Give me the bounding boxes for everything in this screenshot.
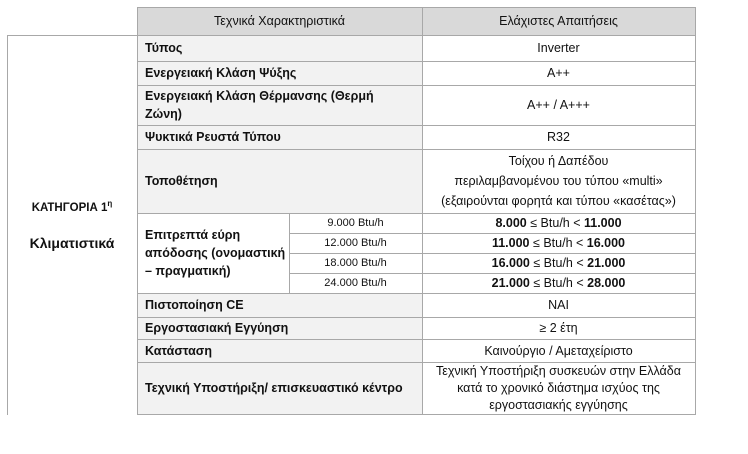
grid-line bbox=[7, 35, 696, 36]
header-requirements: Ελάχιστες Απαιτήσεις bbox=[422, 7, 695, 35]
support-line-2: κατά το χρονικό διάστημα ισχύος της bbox=[457, 380, 660, 395]
grid-line bbox=[7, 35, 8, 415]
grid-line bbox=[137, 339, 696, 340]
header-specs: Τεχνικά Χαρακτηριστικά bbox=[137, 7, 422, 35]
grid-line bbox=[289, 253, 696, 254]
range-9000: 8.000 ≤ Btu/h < 11.000 bbox=[495, 216, 622, 230]
row-label-warranty: Εργοστασιακή Εγγύηση bbox=[137, 317, 422, 339]
row-label-condition: Κατάσταση bbox=[137, 339, 422, 362]
row-label-heating-class: Ενεργειακή Κλάση Θέρμανσης (Θερμή Ζώνη) bbox=[137, 85, 422, 125]
grid-line bbox=[137, 414, 696, 415]
row-value-installation bbox=[422, 149, 695, 213]
support-line-3: εργοστασιακής εγγύησης bbox=[489, 397, 628, 412]
grid-line bbox=[137, 85, 696, 86]
row-value-warranty: ≥ 2 έτη bbox=[422, 317, 695, 339]
category-name: Κλιματιστικά bbox=[29, 235, 115, 251]
row-value-support bbox=[422, 362, 695, 414]
grid-line bbox=[137, 362, 696, 363]
nominal-12000: 12.000 Btu/h bbox=[289, 233, 422, 253]
grid-line bbox=[137, 125, 696, 126]
row-value-ce: ΝΑΙ bbox=[422, 293, 695, 317]
category-cell bbox=[7, 35, 137, 415]
grid-line bbox=[137, 7, 138, 415]
grid-line bbox=[137, 61, 696, 62]
row-label-type: Τύπος bbox=[137, 35, 422, 61]
range-24000: 21.000 ≤ Btu/h < 28.000 bbox=[491, 276, 626, 290]
grid-line bbox=[137, 293, 696, 294]
row-label-refrigerant: Ψυκτικά Ρευστά Τύπου bbox=[137, 125, 422, 149]
nominal-24000: 24.000 Btu/h bbox=[289, 273, 422, 293]
row-label-cooling-class: Ενεργειακή Κλάση Ψύξης bbox=[137, 61, 422, 85]
row-label-ce: Πιστοποίηση CE bbox=[137, 293, 422, 317]
nominal-9000: 9.000 Btu/h bbox=[289, 213, 422, 233]
row-value-condition: Καινούργιο / Αμεταχείριστο bbox=[422, 339, 695, 362]
installation-line-3: (εξαιρούνται φορητά και τύπου «κασέτας») bbox=[441, 194, 676, 208]
row-value-cooling-class: A++ bbox=[422, 61, 695, 85]
grid-line bbox=[695, 7, 696, 415]
grid-line bbox=[137, 317, 696, 318]
grid-line bbox=[137, 213, 696, 214]
row-value-refrigerant: R32 bbox=[422, 125, 695, 149]
grid-line bbox=[289, 213, 290, 293]
grid-line bbox=[289, 233, 696, 234]
row-value-heating-class: A++ / A+++ bbox=[422, 85, 695, 125]
grid-line bbox=[137, 7, 696, 8]
installation-line-2: περιλαμβανομένου του τύπου «multi» bbox=[454, 174, 663, 188]
grid-line bbox=[289, 273, 696, 274]
row-value-type: Inverter bbox=[422, 35, 695, 61]
range-18000: 16.000 ≤ Btu/h < 21.000 bbox=[491, 256, 626, 270]
grid-line bbox=[137, 149, 696, 150]
support-line-1: Τεχνική Υποστήριξη συσκευών στην Ελλάδα bbox=[436, 363, 681, 378]
nominal-18000: 18.000 Btu/h bbox=[289, 253, 422, 273]
installation-line-1: Τοίχου ή Δαπέδου bbox=[508, 154, 609, 168]
row-label-installation: Τοποθέτηση bbox=[137, 149, 422, 213]
category-label: ΚΑΤΗΓΟΡΙΑ $1^\eta$ bbox=[31, 199, 113, 214]
range-12000: 11.000 ≤ Btu/h < 16.000 bbox=[491, 236, 626, 250]
row-label-support: Τεχνική Υποστήριξη/ επισκευαστικό κέντρο bbox=[137, 362, 422, 414]
grid-line bbox=[422, 7, 423, 415]
performance-label: Επιτρεπτά εύρη απόδοσης (ονομαστική – πραγματική) bbox=[137, 213, 289, 293]
